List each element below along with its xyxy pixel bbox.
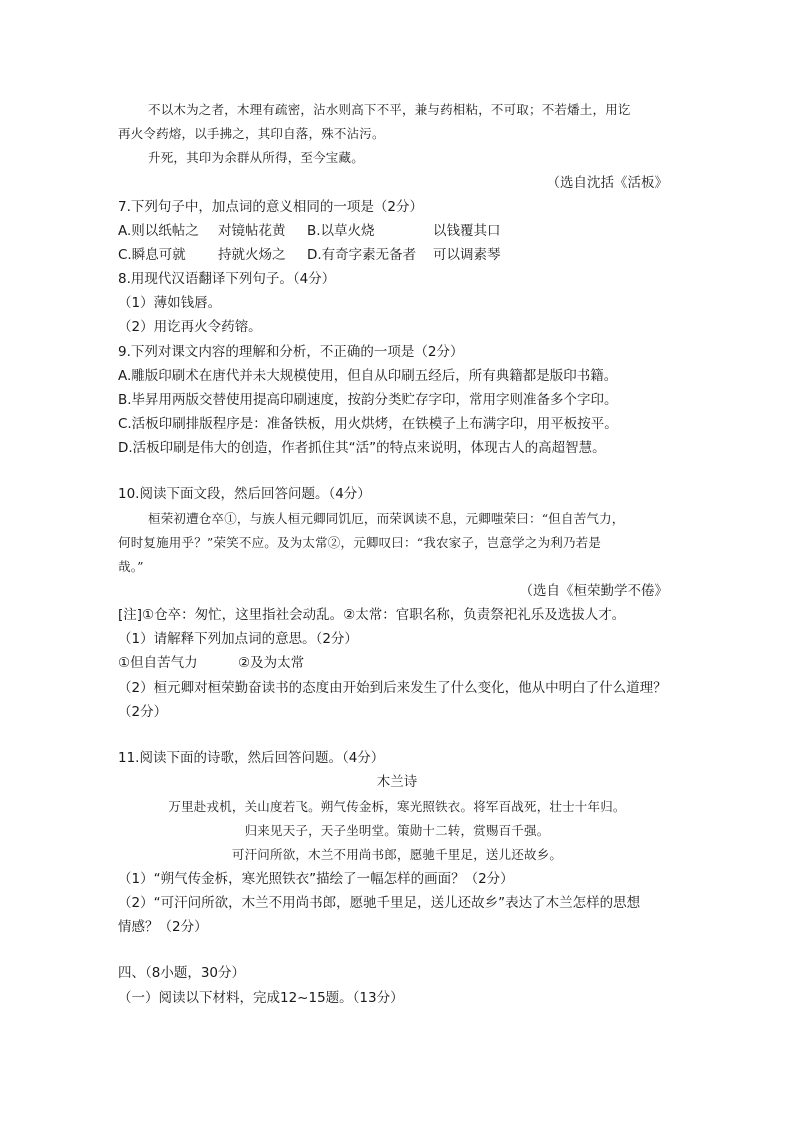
q7-option-b1: B.以草火烧 <box>307 223 375 239</box>
q7-option-c1: C.瞬息可就 <box>118 247 186 263</box>
q9-option-d: D.活板印刷是伟大的创造，作者抓住其“活”的特点来说明，体现古人的高超智慧。 <box>118 440 606 456</box>
q10-sub-1: （1）请解释下列加点词的意思。（2分） <box>118 631 358 647</box>
q11-stem: 11.阅读下面的诗歌，然后回答问题。（4分） <box>118 750 385 766</box>
q10-sub-2-line-1: （2）桓元卿对桓荣勤奋读书的态度由开始到后来发生了什么变化，他从中明白了什么道理？ <box>118 680 667 696</box>
q10-passage-line-2: 何时复施用乎？”荣笑不应。及为太常②，元卿叹曰：“我农家子，岂意学之为利乃若是 <box>118 535 602 550</box>
q9-option-b: B.毕昇用两版交替使用提高印刷速度，按韵分类贮存字印，常用字则准备多个字印。 <box>118 392 618 408</box>
q11-poem-line-3: 可汗问所欲，木兰不用尚书郎，愿驰千里足，送儿还故乡。 <box>231 847 563 862</box>
q10-source: （选自《桓荣勤学不倦》 <box>519 583 668 599</box>
q10-passage-line-1: 桓荣初遭仓卒①，与族人桓元卿同饥厄，而荣讽读不息，元卿嗤荣曰：“但自苦气力， <box>148 511 625 526</box>
q10-sub-1-items <box>118 651 304 675</box>
q8-item-1: （1）薄如钱唇。 <box>118 295 222 311</box>
q9-option-c: C.活板印刷排版程序是：准备铁板，用火烘烤，在铁模子上布满字印，用平板按平。 <box>118 416 618 432</box>
q7-option-d2: 可以调素琴 <box>433 247 501 263</box>
q7-options-cd <box>118 243 501 267</box>
section-4-heading: 四、（8小题，30分） <box>118 965 246 981</box>
q7-option-a1: A.则以纸帖之 <box>118 223 199 239</box>
q9-option-a: A.雕版印刷术在唐代并未大规模使用，但自从印刷五经后，所有典籍都是版印书籍。 <box>118 368 618 384</box>
q10-passage-line-3: 哉。” <box>118 559 144 574</box>
passage-line-1: 不以木为之者，木理有疏密，沾水则高下不平，兼与药相粘，不可取；不若燔土，用讫 <box>148 102 631 117</box>
q8-item-2: （2）用讫再火令药镕。 <box>118 319 262 335</box>
q11-poem-line-2: 归来见天子，天子坐明堂。策勋十二转，赏赐百千强。 <box>244 823 550 838</box>
q11-poem-title: 木兰诗 <box>376 774 418 790</box>
q7-option-a2: 对镜帖花黄 <box>218 223 286 239</box>
q7-option-d1: D.有奇字素无备者 <box>307 247 417 263</box>
q10-note: [注]①仓卒：匆忙，这里指社会动乱。②太常：官职名称，负责祭祀礼乐及选拔人才。 <box>118 607 626 623</box>
q8-stem: 8.用现代汉语翻译下列句子。（4分） <box>118 271 336 287</box>
q10-sub-2-line-2: （2分） <box>118 704 168 720</box>
q7-option-b2: 以钱覆其口 <box>433 223 501 239</box>
q10-sub-1-item-a: ①但自苦气力 <box>118 655 198 671</box>
q7-stem: 7.下列句子中，加点词的意义相同的一项是（2分） <box>118 199 423 215</box>
q11-sub-2-line-2: 情感？（2分） <box>118 919 208 935</box>
q11-sub-1: （1）“朔气传金柝，寒光照铁衣”描绘了一幅怎样的画面？（2分） <box>118 871 514 887</box>
q11-sub-2-line-1: （2）“可汗问所欲，木兰不用尚书郎，愿驰千里足，送儿还故乡”表达了木兰怎样的思想 <box>118 895 641 911</box>
q7-options-ab <box>118 219 501 243</box>
passage-line-3: 升死，其印为余群从所得，至今宝藏。 <box>148 150 364 165</box>
q11-poem-line-1: 万里赴戎机，关山度若飞。朔气传金柝，寒光照铁衣。将军百战死，壮士十年归。 <box>168 799 626 814</box>
q7-option-c2: 持就火炀之 <box>218 247 286 263</box>
q10-stem: 10.阅读下面文段，然后回答问题。（4分） <box>118 486 371 502</box>
passage-source: （选自沈括《活板》 <box>546 175 668 191</box>
passage-line-2: 再火令药熔，以手拂之，其印自落，殊不沾污。 <box>118 126 385 141</box>
section-4-subheading: （一）阅读以下材料，完成12~15题。（13分） <box>118 990 404 1006</box>
q9-stem: 9.下列对课文内容的理解和分析，不正确的一项是（2分） <box>118 344 464 360</box>
q10-sub-1-item-b: ②及为太常 <box>238 655 305 671</box>
